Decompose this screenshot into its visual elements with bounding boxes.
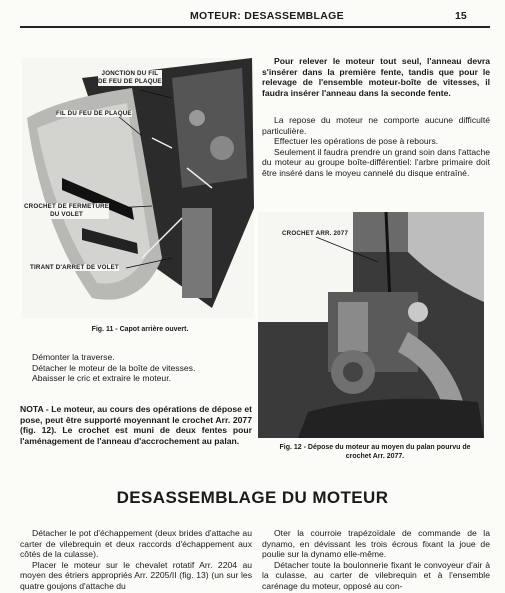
callout-crochet-fermeture: CROCHET DE FERMETURE DU VOLET (24, 203, 110, 218)
figure-12-photo (258, 212, 484, 438)
paragraph: Oter la courroie trapézoïdale de commande de la dynamo, en dévissant les trois écrous fixant la joue de poulie sur la dynamo elle-même. (262, 528, 490, 560)
figure-11-photo (22, 58, 254, 318)
callout-tirant: TIRANT D'ARRET DE VOLET (30, 264, 119, 271)
callout-jonction-fil: JONCTION DU FIL DE FEU DE PLAQUE (98, 70, 162, 85)
list-item: Démonter la traverse. (32, 352, 115, 362)
nota-block (20, 404, 252, 446)
running-header: MOTEUR: DESASSEMBLAGE (190, 10, 344, 22)
paragraph: Détacher toute la boulonnerie fixant le convoyeur d'air à la culasse, au carter de vilebrequin et à l'ensemble carénage du moteur, opposé au con- (262, 559, 490, 591)
paragraph: Pour relever le moteur tout seul, l'anneau devra s'insérer dans la première fente, tandis que pour le relevage de l'ensemble moteur-boîte de vitesses, il faudra insérer l'anneau dans la seconde fente. (262, 56, 490, 98)
paragraph: Effectuer les opérations de pose à rebours. (274, 136, 439, 147)
page-number: 15 (455, 10, 467, 22)
list-item: Détacher le moteur de la boîte de vitesses. (32, 362, 196, 373)
text-repose (262, 115, 490, 179)
paragraph: La repose du moteur ne comporte aucune difficulté particulière. (262, 115, 490, 136)
text-relevage (262, 56, 490, 98)
nota-text: NOTA - Le moteur, au cours des opérations de dépose et pose, peut être supporté moyennant le crochet Arr. 2077 (fig. 12). Le crochet est muni de deux fentes pour l'aménagement de l'anneau d'accrochement au palan. (20, 404, 252, 446)
section-right-column (262, 528, 490, 592)
paragraph: Seulement il faudra prendre un grand soin dans l'attache du moteur au groupe boîte-différentiel: l'arbre primaire doit être inséré dans le moyeu cannelé du disque entraîné. (262, 146, 490, 178)
paragraph: Placer le moteur sur le chevalet rotatif Arr. 2204 au moyen des étriers appropriés Arr. 2205/II (fig. 13) (un sur les quatre goujons d'attache du (20, 559, 252, 591)
list-item: Abaisser le cric et extraire le moteur. (32, 373, 171, 384)
section-title: DESASSEMBLAGE DU MOTEUR (116, 488, 389, 507)
paragraph: Détacher le pot d'échappement (deux brides d'attache au carter de vilebrequin et deux raccords d'échappement aux côtés de la culasse). (20, 528, 252, 560)
figure-11-caption: Fig. 11 - Capot arrière ouvert. (91, 326, 189, 333)
steps-list (20, 352, 252, 384)
callout-crochet-2077: CROCHET ARR. 2077 (282, 230, 349, 237)
callout-fil-feu: FIL DU FEU DE PLAQUE (56, 110, 132, 117)
section-left-column (20, 528, 252, 592)
figure-12-caption: Fig. 12 - Dépose du moteur au moyen du palan pourvu de crochet Arr. 2077. (279, 444, 471, 460)
header-rule (20, 26, 490, 28)
